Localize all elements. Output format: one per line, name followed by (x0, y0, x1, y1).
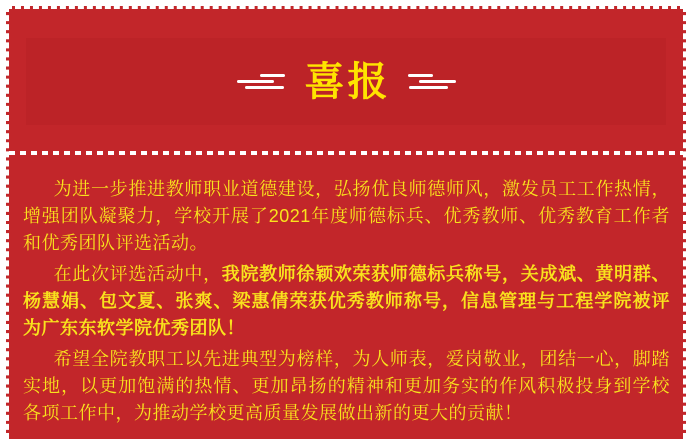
paragraph-winners-lead: 在此次评选活动中， (53, 264, 222, 284)
announcement-body (9, 155, 683, 427)
paragraph-closing: 希望全院教职工以先进典型为榜样，为人师表，爱岗敬业，团结一心，脚踏实地，以更加饱满的热情、更加昂扬的精神和更加务实的作风积极投身到学校各项工作中，为推动学校更高质量发展做出新的更大的贡献！ (23, 349, 670, 423)
announcement-poster (6, 6, 686, 439)
poster-title: 喜报 (304, 59, 391, 104)
header-band (26, 38, 666, 125)
title-row (237, 59, 456, 104)
speed-lines-right-icon (408, 74, 456, 90)
paragraph-intro: 为进一步推进教师职业道德建设，弘扬优良师德师风，激发员工工作热情，增强团队凝聚力，学校开展了2021年度师德标兵、优秀教师、优秀教育工作者和优秀团队评选活动。 (23, 179, 670, 253)
paragraph-winners-emphasis: 我院教师徐颖欢荣获师德标兵称号，关成斌、黄明群、杨慧娟、包文夏、张爽、梁惠倩荣获优秀教师称号，信息管理与工程学院被评为广东东软学院优秀团队！ (23, 264, 671, 338)
speed-lines-left-icon (237, 74, 285, 90)
paragraph-winners (23, 261, 670, 342)
